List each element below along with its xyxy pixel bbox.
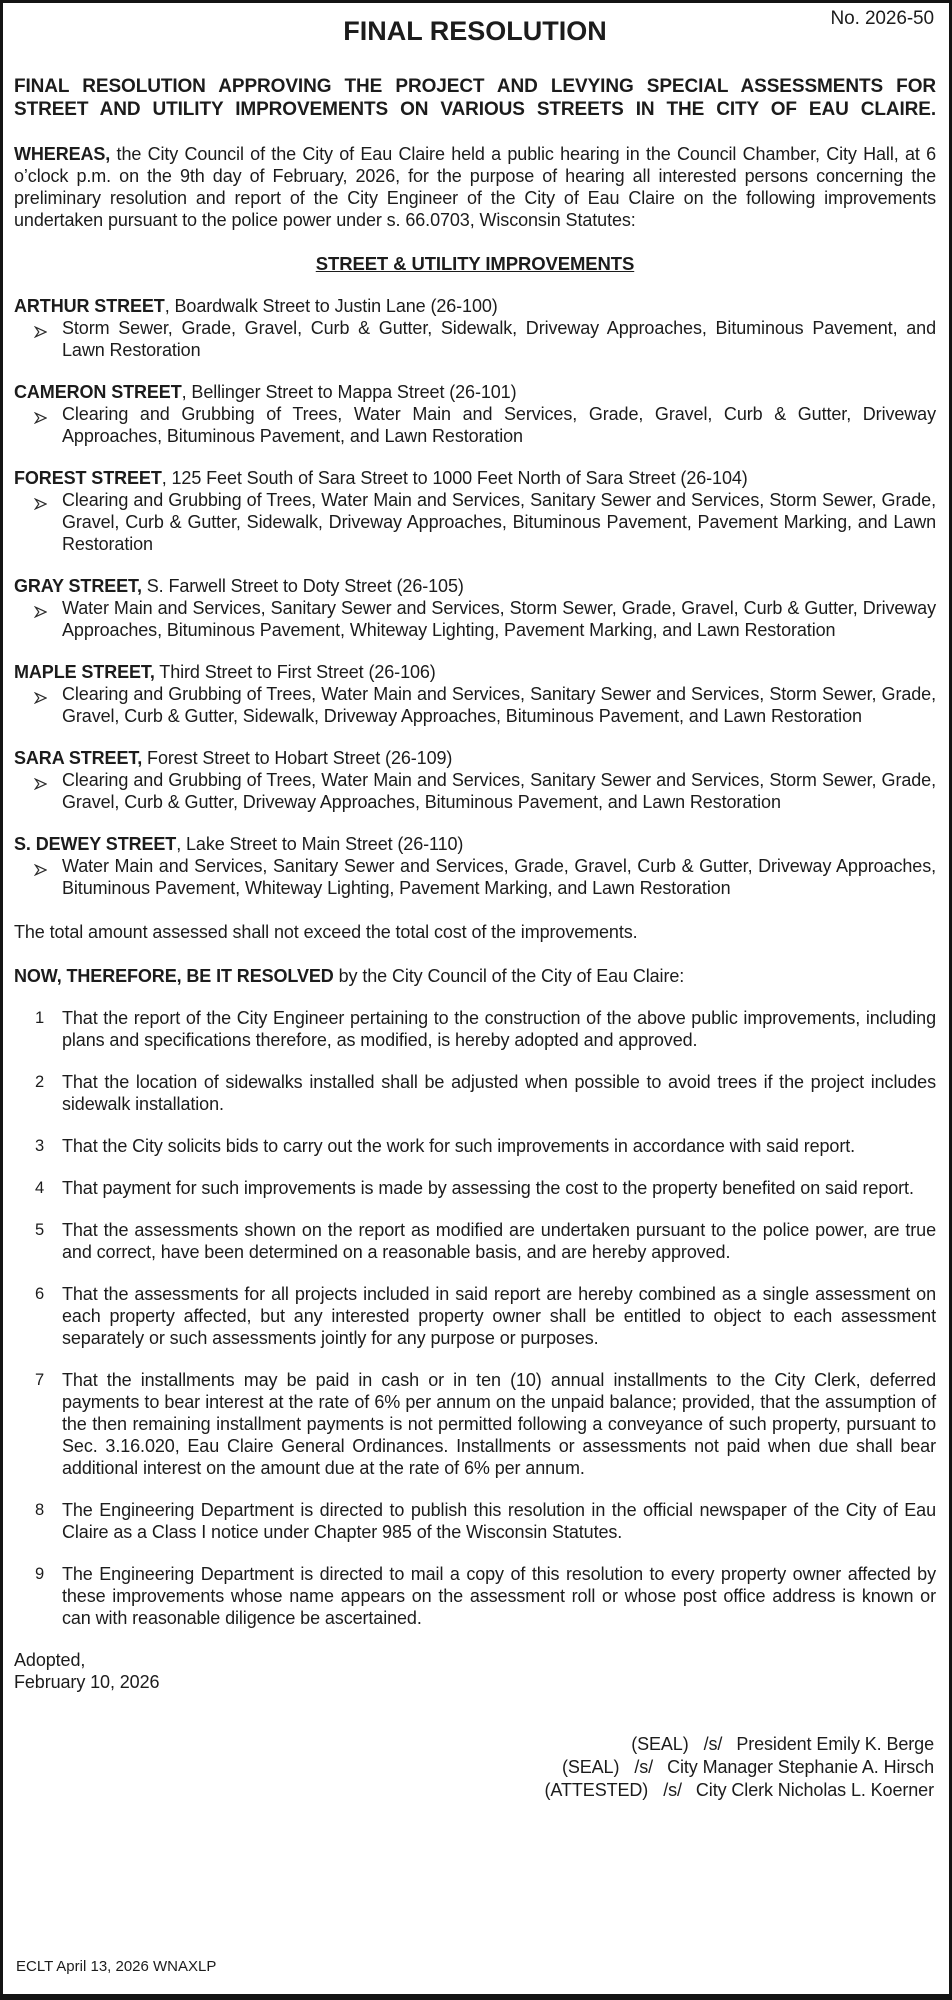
resolution-text: That the report of the City Engineer pertaining to the construction of the above public improvements, including plans and specifications therefore, as modified, is hereby adopted and approved.	[62, 1008, 936, 1050]
street-bullet-text: Clearing and Grubbing of Trees, Water Main and Services, Sanitary Sewer and Services, Storm Sewer, Grade, Gravel, Curb & Gutter, Sidewalk, Driveway Approaches, Bituminous Pavement, and Lawn Restoration	[62, 684, 936, 726]
arrowhead-bullet-icon	[14, 317, 62, 361]
resolution-number: 3	[35, 1137, 45, 1155]
signed-slash-label: /s/	[663, 1780, 682, 1800]
publication-footer-note: ECLT April 13, 2026 WNAXLP	[16, 1958, 217, 1975]
resolution-item	[14, 1563, 936, 1629]
resolution-text: The Engineering Department is directed to mail a copy of this resolution to every property owner affected by these improvements whose name appears on the assessment roll or whose post office address is known or can with reasonable diligence be ascertained.	[62, 1564, 936, 1628]
street-name: S. DEWEY STREET	[14, 834, 177, 854]
resolution-item	[14, 1369, 936, 1479]
signed-slash-label: /s/	[634, 1757, 654, 1777]
street-route: , Boardwalk Street to Justin Lane (26-100)	[164, 296, 498, 316]
resolution-item	[14, 1135, 936, 1157]
resolution-item	[14, 1007, 936, 1051]
street-route: , Bellinger Street to Mappa Street (26-101)	[181, 382, 517, 402]
resolution-number: 5	[35, 1221, 45, 1239]
resolution-item	[14, 1283, 936, 1349]
street-bullet-text: Clearing and Grubbing of Trees, Water Main and Services, Sanitary Sewer and Services, Storm Sewer, Grade, Gravel, Curb & Gutter, Driveway Approaches, Bituminous Pavement, and Lawn Restoration	[62, 770, 936, 812]
section-header: STREET & UTILITY IMPROVEMENTS	[315, 253, 635, 274]
signer-name: President Emily K. Berge	[736, 1734, 934, 1754]
resolution-text: The Engineering Department is directed to publish this resolution in the official newspaper of the City of Eau Claire as a Class I notice under Chapter 985 of the Wisconsin Statutes.	[62, 1500, 936, 1542]
whereas-lead: WHEREAS,	[14, 144, 111, 164]
resolution-item	[14, 1071, 936, 1115]
street-block	[14, 295, 936, 361]
street-block	[14, 575, 936, 641]
street-bullet-item	[14, 769, 936, 813]
resolution-number: 2	[35, 1073, 45, 1091]
street-block	[14, 661, 936, 727]
page-title: FINAL RESOLUTION	[343, 16, 607, 46]
resolution-number: 7	[35, 1371, 45, 1389]
resolution-text: That the location of sidewalks installed shall be adjusted when possible to avoid trees if the project includes sidewalk installation.	[62, 1072, 936, 1114]
street-bullet-text: Storm Sewer, Grade, Gravel, Curb & Gutter, Sidewalk, Driveway Approaches, Bituminous Pavement, and Lawn Restoration	[62, 318, 936, 360]
signer-name: City Clerk Nicholas L. Koerner	[695, 1780, 934, 1800]
signature-row	[14, 1779, 934, 1802]
resolved-clause	[14, 965, 936, 987]
arrowhead-bullet-icon	[14, 489, 62, 555]
arrowhead-bullet-icon	[14, 403, 62, 447]
resolution-number: 6	[35, 1285, 45, 1303]
street-bullet-item	[14, 597, 936, 641]
street-heading	[14, 833, 936, 855]
seal-label: (ATTESTED)	[544, 1780, 649, 1800]
street-bullet-item	[14, 317, 936, 361]
street-block	[14, 381, 936, 447]
street-bullet-item	[14, 403, 936, 447]
street-route: Third Street to First Street (26-106)	[154, 662, 436, 682]
signature-row	[14, 1733, 934, 1756]
street-bullet-text: Clearing and Grubbing of Trees, Water Main and Services, Sanitary Sewer and Services, Storm Sewer, Grade, Gravel, Curb & Gutter, Sidewalk, Driveway Approaches, Bituminous Pavement, Pavement Marking, and Lawn Restoration	[62, 490, 936, 554]
resolution-number: 4	[35, 1179, 45, 1197]
street-route: , 125 Feet South of Sara Street to 1000 Feet North of Sara Street (26-104)	[161, 468, 748, 488]
street-block	[14, 747, 936, 813]
seal-label: (SEAL)	[631, 1734, 689, 1754]
resolution-number: 9	[35, 1565, 45, 1583]
arrowhead-bullet-icon	[14, 597, 62, 641]
signature-block	[14, 1733, 936, 1802]
adopted-block	[14, 1649, 936, 1693]
street-name: MAPLE STREET,	[14, 662, 155, 682]
street-heading	[14, 661, 936, 683]
street-bullet-text: Clearing and Grubbing of Trees, Water Main and Services, Grade, Gravel, Curb & Gutter, Driveway Approaches, Bituminous Pavement, and Lawn Restoration	[62, 404, 936, 446]
seal-label: (SEAL)	[561, 1757, 620, 1777]
resolution-text: That the installments may be paid in cash or in ten (10) annual installments to the City Clerk, deferred payments to bear interest at the rate of 6% per annum on the unpaid balance; provided, that the assumption of the then remaining installment payments is not permitted following a conveyance of such property, pursuant to Sec. 3.16.020, Eau Claire General Ordinances. Installments or assessments not paid when due shall bear additional interest on the amount due at the rate of 6% per annum.	[62, 1370, 936, 1478]
street-name: SARA STREET,	[14, 748, 143, 768]
street-heading	[14, 467, 936, 489]
total-amount-note: The total amount assessed shall not exceed the total cost of the improvements.	[14, 922, 638, 942]
resolution-text: That the City solicits bids to carry out the work for such improvements in accordance with said report.	[62, 1136, 856, 1156]
street-block	[14, 467, 936, 555]
arrowhead-bullet-icon	[14, 769, 62, 813]
document-number: No. 2026-50	[830, 8, 934, 29]
resolution-heading: FINAL RESOLUTION APPROVING THE PROJECT AND LEVYING SPECIAL ASSESSMENTS FOR STREET AND UTILITY IMPROVEMENTS ON VARIOUS STREETS IN THE CITY OF EAU CLAIRE.	[14, 76, 936, 120]
signed-slash-label: /s/	[703, 1734, 723, 1754]
street-bullet-item	[14, 683, 936, 727]
resolved-lead: NOW, THEREFORE, BE IT RESOLVED	[14, 966, 334, 986]
street-name: FOREST STREET	[14, 468, 162, 488]
street-bullet-text: Water Main and Services, Sanitary Sewer and Services, Storm Sewer, Grade, Gravel, Curb & Gutter, Driveway Approaches, Bituminous Pavement, Whiteway Lighting, Pavement Marking, and Lawn Restoration	[62, 598, 936, 640]
street-heading	[14, 575, 936, 597]
street-bullet-item	[14, 855, 936, 899]
street-route: Forest Street to Hobart Street (26-109)	[142, 748, 453, 768]
arrowhead-bullet-icon	[14, 683, 62, 727]
street-route: S. Farwell Street to Doty Street (26-105)	[141, 576, 464, 596]
street-route: , Lake Street to Main Street (26-110)	[176, 834, 464, 854]
arrowhead-bullet-icon	[14, 855, 62, 899]
resolution-text: That payment for such improvements is made by assessing the cost to the property benefited on said report.	[62, 1178, 914, 1198]
resolution-number: 1	[35, 1009, 45, 1027]
whereas-text: the City Council of the City of Eau Claire held a public hearing in the Council Chamber, City Hall, at 6 o’clock p.m. on the 9th day of February, 2026, for the purpose of hearing all interested persons concerning the preliminary resolution and report of the City Engineer of the City of Eau Claire on the following improvements undertaken pursuant to the police power under s. 66.0703, Wisconsin Statutes:	[14, 144, 936, 230]
street-bullet-item	[14, 489, 936, 555]
street-name: GRAY STREET,	[14, 576, 142, 596]
resolution-item	[14, 1499, 936, 1543]
resolution-number: 8	[35, 1501, 45, 1519]
signature-row	[14, 1756, 934, 1779]
resolution-item	[14, 1177, 936, 1199]
resolution-text: That the assessments for all projects included in said report are hereby combined as a single assessment on each property affected, but any interested property owner shall be entitled to object to each assessment separately or such assessments jointly for any purpose or purposes.	[62, 1284, 936, 1348]
street-heading	[14, 381, 936, 403]
adopted-date: February 10, 2026	[14, 1672, 160, 1692]
resolution-text: That the assessments shown on the report as modified are undertaken pursuant to the police power, are true and correct, have been determined on a reasonable basis, and are hereby approved.	[62, 1220, 936, 1262]
adopted-label: Adopted,	[14, 1650, 86, 1670]
street-heading	[14, 747, 936, 769]
resolution-item	[14, 1219, 936, 1263]
resolved-text: by the City Council of the City of Eau Claire:	[333, 966, 685, 986]
signer-name: City Manager Stephanie A. Hirsch	[667, 1757, 934, 1777]
street-heading	[14, 295, 936, 317]
whereas-paragraph	[14, 143, 936, 231]
street-block	[14, 833, 936, 899]
street-name: CAMERON STREET	[14, 382, 182, 402]
street-name: ARTHUR STREET	[14, 296, 165, 316]
street-bullet-text: Water Main and Services, Sanitary Sewer and Services, Grade, Gravel, Curb & Gutter, Driveway Approaches, Bituminous Pavement, Whiteway Lighting, Pavement Marking, and Lawn Restoration	[62, 856, 936, 898]
